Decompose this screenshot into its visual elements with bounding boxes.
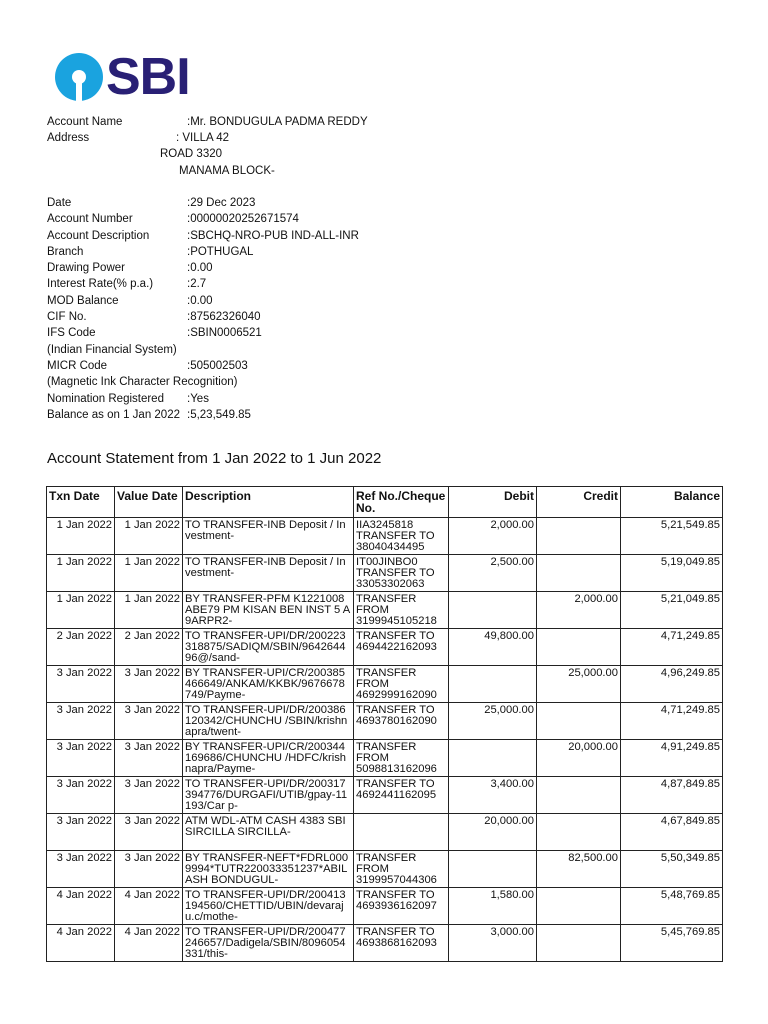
- debit-cell: [449, 740, 537, 777]
- debit-cell: 2,000.00: [449, 518, 537, 555]
- debit-cell: 49,800.00: [449, 629, 537, 666]
- balance-cell: 5,50,349.85: [621, 851, 723, 888]
- sbi-keyhole-icon: [54, 52, 104, 102]
- table-row: [47, 555, 723, 592]
- detail-label: MOD Balance: [47, 294, 119, 307]
- debit-cell: [449, 666, 537, 703]
- credit-cell: [537, 925, 621, 962]
- detail-value: :505002503: [187, 359, 248, 372]
- address-line-3: MANAMA BLOCK-: [179, 165, 275, 177]
- table-row: [47, 740, 723, 777]
- col-txn-date: Txn Date: [47, 487, 115, 518]
- txn-date-cell: 4 Jan 2022: [47, 925, 115, 962]
- ref-no-cell: IT00JINBO0 TRANSFER TO 33053302063: [354, 555, 449, 592]
- detail-label: IFS Code: [47, 327, 96, 340]
- value-date-cell: 2 Jan 2022: [115, 629, 183, 666]
- detail-value: :0.00: [187, 262, 213, 275]
- detail-label: Date: [47, 197, 72, 209]
- debit-cell: 25,000.00: [449, 703, 537, 740]
- detail-value: :POTHUGAL: [187, 245, 254, 258]
- balance-cell: 5,19,049.85: [621, 555, 723, 592]
- sbi-logo: [54, 48, 190, 106]
- description-cell: TO TRANSFER-UPI/DR/200223318875/SADIQM/SBIN/964264496@/sand-: [183, 629, 354, 666]
- detail-label: MICR Code: [47, 359, 108, 372]
- col-balance: Balance: [621, 487, 723, 518]
- description-cell: BY TRANSFER-UPI/CR/200385466649/ANKAM/KKBK/9676678749/Payme-: [183, 666, 354, 703]
- value-date-cell: 3 Jan 2022: [115, 851, 183, 888]
- ref-no-cell: TRANSFER TO 4693936162097: [354, 888, 449, 925]
- description-cell: TO TRANSFER-INB Deposit / Investment-: [183, 555, 354, 592]
- credit-cell: [537, 703, 621, 740]
- balance-cell: 5,45,769.85: [621, 925, 723, 962]
- detail-label: Account Description: [47, 229, 150, 242]
- ref-no-cell: [354, 814, 449, 851]
- debit-cell: [449, 592, 537, 629]
- table-row: [47, 592, 723, 629]
- value-date-cell: 3 Jan 2022: [115, 666, 183, 703]
- detail-value: :2.7: [187, 278, 207, 291]
- table-row: [47, 925, 723, 962]
- description-cell: TO TRANSFER-UPI/DR/200413194560/CHETTID/UBIN/devaraju.c/mothe-: [183, 888, 354, 925]
- balance-cell: 5,48,769.85: [621, 888, 723, 925]
- description-cell: ATM WDL-ATM CASH 4383 SBI SIRCILLA SIRCILLA-: [183, 814, 354, 851]
- description-cell: BY TRANSFER-UPI/CR/200344169686/CHUNCHU /HDFC/krishnapra/Payme-: [183, 740, 354, 777]
- value-date-cell: 3 Jan 2022: [115, 814, 183, 851]
- txn-date-cell: 3 Jan 2022: [47, 740, 115, 777]
- description-cell: TO TRANSFER-UPI/DR/200386120342/CHUNCHU /SBIN/krishnapra/twent-: [183, 703, 354, 740]
- account-name-label: Account Name: [47, 116, 123, 128]
- credit-cell: [537, 555, 621, 592]
- ref-no-cell: TRANSFER FROM 5098813162096: [354, 740, 449, 777]
- debit-cell: [449, 851, 537, 888]
- credit-cell: 20,000.00: [537, 740, 621, 777]
- txn-date-cell: 3 Jan 2022: [47, 851, 115, 888]
- ref-no-cell: TRANSFER TO 4693780162090: [354, 703, 449, 740]
- debit-cell: 20,000.00: [449, 814, 537, 851]
- credit-cell: [537, 814, 621, 851]
- detail-label: (Indian Financial System): [47, 343, 177, 356]
- value-date-cell: 3 Jan 2022: [115, 740, 183, 777]
- txn-date-cell: 1 Jan 2022: [47, 518, 115, 555]
- description-cell: BY TRANSFER-NEFT*FDRL0009994*TUTR220033351237*ABILASH BONDUGUL-: [183, 851, 354, 888]
- value-date-cell: 3 Jan 2022: [115, 703, 183, 740]
- table-row: [47, 703, 723, 740]
- value-date-cell: 1 Jan 2022: [115, 592, 183, 629]
- ref-no-cell: IIA3245818 TRANSFER TO 38040434495: [354, 518, 449, 555]
- logo-text: SBI: [106, 48, 190, 106]
- txn-date-cell: 3 Jan 2022: [47, 666, 115, 703]
- value-date-cell: 4 Jan 2022: [115, 888, 183, 925]
- detail-value: :87562326040: [187, 311, 261, 324]
- credit-cell: 25,000.00: [537, 666, 621, 703]
- table-row: [47, 518, 723, 555]
- address-label: Address: [47, 132, 90, 145]
- detail-label: CIF No.: [47, 311, 87, 324]
- detail-label: Balance as on 1 Jan 2022: [47, 408, 180, 421]
- address-line-2: ROAD 3320: [160, 148, 223, 160]
- debit-cell: 3,000.00: [449, 925, 537, 962]
- col-ref-no: Ref No./Cheque No.: [354, 487, 449, 518]
- debit-cell: 2,500.00: [449, 555, 537, 592]
- table-row: [47, 888, 723, 925]
- detail-value: :29 Dec 2023: [187, 197, 256, 209]
- balance-cell: 4,71,249.85: [621, 703, 723, 740]
- credit-cell: [537, 629, 621, 666]
- ref-no-cell: TRANSFER FROM 3199957044306: [354, 851, 449, 888]
- txn-date-cell: 3 Jan 2022: [47, 777, 115, 814]
- detail-label: Nomination Registered: [47, 392, 164, 405]
- detail-label: Drawing Power: [47, 262, 125, 275]
- table-row: [47, 777, 723, 814]
- txn-date-cell: 2 Jan 2022: [47, 629, 115, 666]
- detail-value: :0.00: [187, 294, 213, 307]
- description-cell: TO TRANSFER-UPI/DR/200477246657/Dadigela/SBIN/8096054331/this-: [183, 925, 354, 962]
- balance-cell: 4,87,849.85: [621, 777, 723, 814]
- value-date-cell: 4 Jan 2022: [115, 925, 183, 962]
- col-debit: Debit: [449, 487, 537, 518]
- balance-cell: 4,71,249.85: [621, 629, 723, 666]
- table-header-row: [47, 487, 723, 518]
- txn-date-cell: 4 Jan 2022: [47, 888, 115, 925]
- value-date-cell: 1 Jan 2022: [115, 555, 183, 592]
- table-row: [47, 851, 723, 888]
- account-name-value: :Mr. BONDUGULA PADMA REDDY: [187, 116, 368, 128]
- credit-cell: [537, 777, 621, 814]
- detail-value: :00000020252671574: [187, 213, 299, 226]
- credit-cell: [537, 518, 621, 555]
- ref-no-cell: TRANSFER TO 4693868162093: [354, 925, 449, 962]
- table-row: [47, 629, 723, 666]
- balance-cell: 5,21,049.85: [621, 592, 723, 629]
- ref-no-cell: TRANSFER TO 4694422162093: [354, 629, 449, 666]
- address-line-1: : VILLA 42: [176, 132, 230, 144]
- description-cell: BY TRANSFER-PFM K1221008ABE79 PM KISAN BEN INST 5 A9ARPR2-: [183, 592, 354, 629]
- statement-title: Account Statement from 1 Jan 2022 to 1 Jun 2022: [47, 450, 382, 467]
- credit-cell: 2,000.00: [537, 592, 621, 629]
- value-date-cell: 3 Jan 2022: [115, 777, 183, 814]
- ref-no-cell: TRANSFER TO 4692441162095: [354, 777, 449, 814]
- col-description: Description: [183, 487, 354, 518]
- detail-label: Branch: [47, 245, 84, 258]
- credit-cell: 82,500.00: [537, 851, 621, 888]
- description-cell: TO TRANSFER-UPI/DR/200317394776/DURGAFI/UTIB/gpay-11193/Car p-: [183, 777, 354, 814]
- detail-value: :Yes: [187, 392, 209, 405]
- detail-value: :SBCHQ-NRO-PUB IND-ALL-INR: [187, 229, 359, 242]
- detail-value: :5,23,549.85: [187, 408, 251, 421]
- debit-cell: 3,400.00: [449, 777, 537, 814]
- balance-cell: 4,96,249.85: [621, 666, 723, 703]
- txn-date-cell: 3 Jan 2022: [47, 703, 115, 740]
- table-row: [47, 814, 723, 851]
- detail-label: Account Number: [47, 213, 133, 226]
- balance-cell: 4,67,849.85: [621, 814, 723, 851]
- ref-no-cell: TRANSFER FROM 4692999162090: [354, 666, 449, 703]
- balance-cell: 4,91,249.85: [621, 740, 723, 777]
- detail-label: Interest Rate(% p.a.): [47, 278, 154, 291]
- txn-date-cell: 1 Jan 2022: [47, 555, 115, 592]
- ref-no-cell: TRANSFER FROM 3199945105218: [354, 592, 449, 629]
- col-credit: Credit: [537, 487, 621, 518]
- balance-cell: 5,21,549.85: [621, 518, 723, 555]
- debit-cell: 1,580.00: [449, 888, 537, 925]
- col-value-date: Value Date: [115, 487, 183, 518]
- value-date-cell: 1 Jan 2022: [115, 518, 183, 555]
- detail-label: (Magnetic Ink Character Recognition): [47, 376, 238, 389]
- description-cell: TO TRANSFER-INB Deposit / Investment-: [183, 518, 354, 555]
- detail-value: :SBIN0006521: [187, 327, 262, 340]
- transactions-table: [46, 486, 723, 962]
- credit-cell: [537, 888, 621, 925]
- table-row: [47, 666, 723, 703]
- txn-date-cell: 3 Jan 2022: [47, 814, 115, 851]
- txn-date-cell: 1 Jan 2022: [47, 592, 115, 629]
